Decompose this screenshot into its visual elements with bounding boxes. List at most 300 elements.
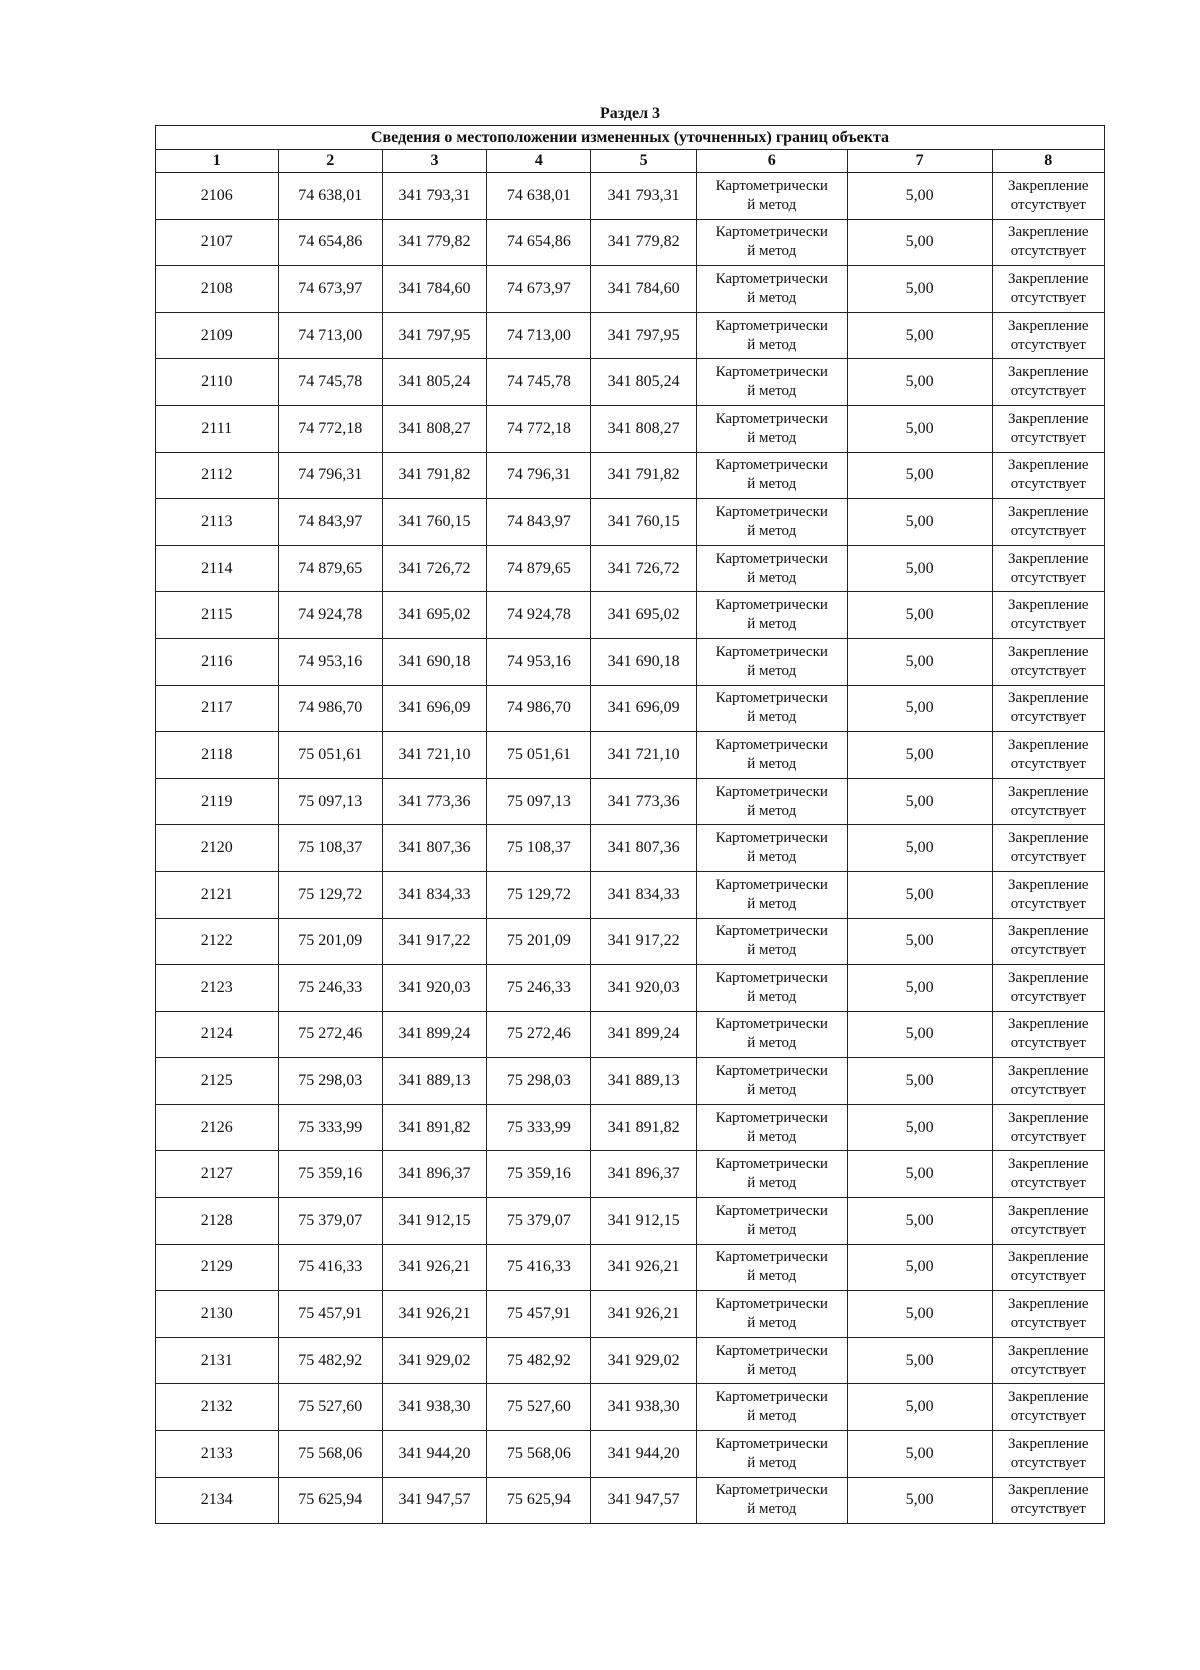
new-y-cell: 341 807,36 bbox=[591, 825, 696, 872]
existing-y-cell: 341 929,02 bbox=[382, 1337, 486, 1384]
marker-text-line: отсутствует bbox=[1010, 802, 1086, 819]
method-text-line: й метод bbox=[747, 1082, 797, 1099]
column-header: 8 bbox=[992, 150, 1104, 173]
point-number-cell: 2113 bbox=[156, 499, 279, 546]
point-number-cell: 2132 bbox=[156, 1384, 279, 1431]
accuracy-cell: 5,00 bbox=[847, 1337, 992, 1384]
point-number-cell: 2120 bbox=[156, 825, 279, 872]
marker-text-line: Закрепление bbox=[1008, 1016, 1089, 1033]
point-number-cell: 2114 bbox=[156, 545, 279, 592]
existing-y-cell: 341 690,18 bbox=[382, 638, 486, 685]
method-cell bbox=[696, 1291, 847, 1338]
column-header: 4 bbox=[487, 150, 591, 173]
existing-x-cell: 75 272,46 bbox=[278, 1011, 382, 1058]
new-x-cell: 74 986,70 bbox=[487, 685, 591, 732]
accuracy-cell: 5,00 bbox=[847, 1477, 992, 1524]
point-number-cell: 2123 bbox=[156, 965, 279, 1012]
method-text-line: Картометрически bbox=[715, 317, 828, 334]
accuracy-cell: 5,00 bbox=[847, 1291, 992, 1338]
section-title: Раздел 3 bbox=[599, 105, 661, 122]
marker-text-line: Закрепление bbox=[1008, 1202, 1089, 1219]
marker-text-line: отсутствует bbox=[1010, 709, 1086, 726]
existing-x-cell: 75 333,99 bbox=[278, 1104, 382, 1151]
marker-text-line: отсутствует bbox=[1010, 662, 1086, 679]
marker-description-cell bbox=[992, 1244, 1104, 1291]
table-row bbox=[156, 359, 1105, 406]
table-row bbox=[156, 1198, 1105, 1245]
accuracy-cell: 5,00 bbox=[847, 1244, 992, 1291]
method-cell bbox=[696, 266, 847, 313]
new-y-cell: 341 947,57 bbox=[591, 1477, 696, 1524]
marker-description-cell bbox=[992, 312, 1104, 359]
existing-y-cell: 341 926,21 bbox=[382, 1244, 486, 1291]
new-x-cell: 75 129,72 bbox=[487, 871, 591, 918]
existing-y-cell: 341 891,82 bbox=[382, 1104, 486, 1151]
method-text-line: й метод bbox=[747, 1175, 797, 1192]
new-y-cell: 341 784,60 bbox=[591, 266, 696, 313]
method-text-line: Картометрически bbox=[715, 1389, 828, 1406]
accuracy-cell: 5,00 bbox=[847, 965, 992, 1012]
table-row bbox=[156, 685, 1105, 732]
new-y-cell: 341 926,21 bbox=[591, 1291, 696, 1338]
accuracy-cell: 5,00 bbox=[847, 359, 992, 406]
new-x-cell: 75 298,03 bbox=[487, 1058, 591, 1105]
existing-y-cell: 341 920,03 bbox=[382, 965, 486, 1012]
new-x-cell: 74 924,78 bbox=[487, 592, 591, 639]
existing-y-cell: 341 760,15 bbox=[382, 499, 486, 546]
method-text-line: Картометрически bbox=[715, 690, 828, 707]
marker-description-cell bbox=[992, 685, 1104, 732]
method-text-line: й метод bbox=[747, 895, 797, 912]
existing-x-cell: 74 673,97 bbox=[278, 266, 382, 313]
method-cell bbox=[696, 918, 847, 965]
method-text-line: й метод bbox=[747, 243, 797, 260]
point-number-cell: 2134 bbox=[156, 1477, 279, 1524]
existing-x-cell: 74 843,97 bbox=[278, 499, 382, 546]
new-y-cell: 341 773,36 bbox=[591, 778, 696, 825]
method-text-line: Картометрически bbox=[715, 1156, 828, 1173]
new-y-cell: 341 917,22 bbox=[591, 918, 696, 965]
new-x-cell: 74 953,16 bbox=[487, 638, 591, 685]
marker-description-cell bbox=[992, 405, 1104, 452]
point-number-cell: 2122 bbox=[156, 918, 279, 965]
method-text-line: й метод bbox=[747, 802, 797, 819]
existing-y-cell: 341 947,57 bbox=[382, 1477, 486, 1524]
table-row bbox=[156, 965, 1105, 1012]
existing-x-cell: 74 638,01 bbox=[278, 173, 382, 220]
marker-text-line: отсутствует bbox=[1010, 616, 1086, 633]
marker-text-line: Закрепление bbox=[1008, 177, 1089, 194]
marker-text-line: отсутствует bbox=[1010, 988, 1086, 1005]
marker-text-line: Закрепление bbox=[1008, 1156, 1089, 1173]
method-text-line: Картометрически bbox=[715, 783, 828, 800]
method-text-line: й метод bbox=[747, 569, 797, 586]
new-y-cell: 341 808,27 bbox=[591, 405, 696, 452]
point-number-cell: 2129 bbox=[156, 1244, 279, 1291]
method-cell bbox=[696, 499, 847, 546]
point-number-cell: 2130 bbox=[156, 1291, 279, 1338]
accuracy-cell: 5,00 bbox=[847, 219, 992, 266]
method-text-line: Картометрически bbox=[715, 364, 828, 381]
new-y-cell: 341 695,02 bbox=[591, 592, 696, 639]
marker-text-line: Закрепление bbox=[1008, 317, 1089, 334]
accuracy-cell: 5,00 bbox=[847, 1431, 992, 1478]
accuracy-cell: 5,00 bbox=[847, 592, 992, 639]
method-text-line: й метод bbox=[747, 662, 797, 679]
method-text-line: й метод bbox=[747, 709, 797, 726]
marker-description-cell bbox=[992, 1291, 1104, 1338]
table-row bbox=[156, 918, 1105, 965]
new-y-cell: 341 938,30 bbox=[591, 1384, 696, 1431]
existing-x-cell: 75 108,37 bbox=[278, 825, 382, 872]
new-x-cell: 75 457,91 bbox=[487, 1291, 591, 1338]
accuracy-cell: 5,00 bbox=[847, 685, 992, 732]
marker-text-line: Закрепление bbox=[1008, 876, 1089, 893]
point-number-cell: 2117 bbox=[156, 685, 279, 732]
method-cell bbox=[696, 592, 847, 639]
existing-x-cell: 75 482,92 bbox=[278, 1337, 382, 1384]
method-cell bbox=[696, 778, 847, 825]
existing-y-cell: 341 899,24 bbox=[382, 1011, 486, 1058]
marker-description-cell bbox=[992, 871, 1104, 918]
point-number-cell: 2133 bbox=[156, 1431, 279, 1478]
new-x-cell: 74 879,65 bbox=[487, 545, 591, 592]
method-cell bbox=[696, 452, 847, 499]
method-text-line: Картометрически bbox=[715, 1296, 828, 1313]
existing-x-cell: 74 713,00 bbox=[278, 312, 382, 359]
accuracy-cell: 5,00 bbox=[847, 918, 992, 965]
table-row bbox=[156, 1337, 1105, 1384]
table-row bbox=[156, 732, 1105, 779]
method-cell bbox=[696, 1384, 847, 1431]
method-text-line: Картометрически bbox=[715, 736, 828, 753]
existing-x-cell: 75 527,60 bbox=[278, 1384, 382, 1431]
method-cell bbox=[696, 219, 847, 266]
table-row bbox=[156, 1104, 1105, 1151]
marker-description-cell bbox=[992, 499, 1104, 546]
point-number-cell: 2109 bbox=[156, 312, 279, 359]
table-row bbox=[156, 1291, 1105, 1338]
existing-y-cell: 341 944,20 bbox=[382, 1431, 486, 1478]
new-y-cell: 341 726,72 bbox=[591, 545, 696, 592]
new-x-cell: 74 796,31 bbox=[487, 452, 591, 499]
accuracy-cell: 5,00 bbox=[847, 825, 992, 872]
new-x-cell: 75 333,99 bbox=[487, 1104, 591, 1151]
method-text-line: й метод bbox=[747, 1408, 797, 1425]
marker-text-line: отсутствует bbox=[1010, 196, 1086, 213]
marker-description-cell bbox=[992, 732, 1104, 779]
marker-text-line: Закрепление bbox=[1008, 1435, 1089, 1452]
marker-text-line: отсутствует bbox=[1010, 1221, 1086, 1238]
new-y-cell: 341 805,24 bbox=[591, 359, 696, 406]
method-text-line: й метод bbox=[747, 1128, 797, 1145]
point-number-cell: 2127 bbox=[156, 1151, 279, 1198]
existing-y-cell: 341 721,10 bbox=[382, 732, 486, 779]
new-x-cell: 75 568,06 bbox=[487, 1431, 591, 1478]
marker-text-line: отсутствует bbox=[1010, 1408, 1086, 1425]
point-number-cell: 2121 bbox=[156, 871, 279, 918]
method-text-line: Картометрически bbox=[715, 177, 828, 194]
method-cell bbox=[696, 173, 847, 220]
marker-text-line: отсутствует bbox=[1010, 849, 1086, 866]
method-text-line: й метод bbox=[747, 336, 797, 353]
marker-text-line: Закрепление bbox=[1008, 690, 1089, 707]
new-x-cell: 74 673,97 bbox=[487, 266, 591, 313]
new-x-cell: 74 745,78 bbox=[487, 359, 591, 406]
new-x-cell: 75 246,33 bbox=[487, 965, 591, 1012]
column-header: 2 bbox=[278, 150, 382, 173]
new-x-cell: 75 527,60 bbox=[487, 1384, 591, 1431]
marker-description-cell bbox=[992, 266, 1104, 313]
method-text-line: й метод bbox=[747, 988, 797, 1005]
new-x-cell: 75 359,16 bbox=[487, 1151, 591, 1198]
marker-text-line: отсутствует bbox=[1010, 942, 1086, 959]
marker-description-cell bbox=[992, 173, 1104, 220]
method-text-line: Картометрически bbox=[715, 1202, 828, 1219]
new-y-cell: 341 899,24 bbox=[591, 1011, 696, 1058]
method-cell bbox=[696, 312, 847, 359]
existing-x-cell: 74 654,86 bbox=[278, 219, 382, 266]
table-row bbox=[156, 778, 1105, 825]
method-text-line: Картометрически bbox=[715, 503, 828, 520]
marker-text-line: Закрепление bbox=[1008, 597, 1089, 614]
existing-y-cell: 341 793,31 bbox=[382, 173, 486, 220]
accuracy-cell: 5,00 bbox=[847, 312, 992, 359]
new-y-cell: 341 896,37 bbox=[591, 1151, 696, 1198]
new-y-cell: 341 779,82 bbox=[591, 219, 696, 266]
marker-description-cell bbox=[992, 1384, 1104, 1431]
method-text-line: Картометрически bbox=[715, 1342, 828, 1359]
table-row bbox=[156, 638, 1105, 685]
marker-text-line: Закрепление bbox=[1008, 1296, 1089, 1313]
point-number-cell: 2125 bbox=[156, 1058, 279, 1105]
existing-y-cell: 341 889,13 bbox=[382, 1058, 486, 1105]
method-text-line: Картометрически bbox=[715, 457, 828, 474]
new-x-cell: 74 843,97 bbox=[487, 499, 591, 546]
table-row bbox=[156, 1011, 1105, 1058]
existing-y-cell: 341 784,60 bbox=[382, 266, 486, 313]
new-x-cell: 75 051,61 bbox=[487, 732, 591, 779]
marker-description-cell bbox=[992, 1058, 1104, 1105]
new-y-cell: 341 891,82 bbox=[591, 1104, 696, 1151]
table-row bbox=[156, 173, 1105, 220]
existing-y-cell: 341 791,82 bbox=[382, 452, 486, 499]
method-cell bbox=[696, 871, 847, 918]
accuracy-cell: 5,00 bbox=[847, 1104, 992, 1151]
table-row bbox=[156, 499, 1105, 546]
table-row bbox=[156, 219, 1105, 266]
marker-text-line: отсутствует bbox=[1010, 1082, 1086, 1099]
new-x-cell: 74 772,18 bbox=[487, 405, 591, 452]
method-text-line: й метод bbox=[747, 476, 797, 493]
accuracy-cell: 5,00 bbox=[847, 871, 992, 918]
marker-text-line: Закрепление bbox=[1008, 364, 1089, 381]
method-cell bbox=[696, 732, 847, 779]
existing-x-cell: 75 298,03 bbox=[278, 1058, 382, 1105]
new-x-cell: 75 482,92 bbox=[487, 1337, 591, 1384]
method-cell bbox=[696, 545, 847, 592]
method-cell bbox=[696, 685, 847, 732]
method-text-line: й метод bbox=[747, 1221, 797, 1238]
existing-x-cell: 75 246,33 bbox=[278, 965, 382, 1012]
table-row bbox=[156, 1058, 1105, 1105]
existing-y-cell: 341 797,95 bbox=[382, 312, 486, 359]
marker-text-line: отсутствует bbox=[1010, 569, 1086, 586]
column-header: 3 bbox=[382, 150, 486, 173]
existing-x-cell: 74 953,16 bbox=[278, 638, 382, 685]
new-y-cell: 341 791,82 bbox=[591, 452, 696, 499]
new-y-cell: 341 912,15 bbox=[591, 1198, 696, 1245]
existing-x-cell: 74 879,65 bbox=[278, 545, 382, 592]
method-cell bbox=[696, 1244, 847, 1291]
new-x-cell: 75 108,37 bbox=[487, 825, 591, 872]
new-y-cell: 341 926,21 bbox=[591, 1244, 696, 1291]
marker-text-line: отсутствует bbox=[1010, 1268, 1086, 1285]
table-row bbox=[156, 592, 1105, 639]
point-number-cell: 2112 bbox=[156, 452, 279, 499]
new-x-cell: 74 654,86 bbox=[487, 219, 591, 266]
marker-description-cell bbox=[992, 592, 1104, 639]
method-text-line: Картометрически bbox=[715, 1063, 828, 1080]
existing-y-cell: 341 938,30 bbox=[382, 1384, 486, 1431]
existing-y-cell: 341 912,15 bbox=[382, 1198, 486, 1245]
marker-text-line: Закрепление bbox=[1008, 969, 1089, 986]
existing-y-cell: 341 808,27 bbox=[382, 405, 486, 452]
marker-text-line: Закрепление bbox=[1008, 736, 1089, 753]
method-text-line: й метод bbox=[747, 429, 797, 446]
marker-description-cell bbox=[992, 219, 1104, 266]
table-row bbox=[156, 405, 1105, 452]
method-cell bbox=[696, 405, 847, 452]
accuracy-cell: 5,00 bbox=[847, 173, 992, 220]
point-number-cell: 2108 bbox=[156, 266, 279, 313]
marker-text-line: Закрепление bbox=[1008, 1389, 1089, 1406]
method-text-line: Картометрически bbox=[715, 1482, 828, 1499]
marker-text-line: Закрепление bbox=[1008, 224, 1089, 241]
point-number-cell: 2126 bbox=[156, 1104, 279, 1151]
existing-x-cell: 75 201,09 bbox=[278, 918, 382, 965]
existing-x-cell: 74 986,70 bbox=[278, 685, 382, 732]
new-y-cell: 341 834,33 bbox=[591, 871, 696, 918]
accuracy-cell: 5,00 bbox=[847, 638, 992, 685]
existing-x-cell: 74 772,18 bbox=[278, 405, 382, 452]
accuracy-cell: 5,00 bbox=[847, 452, 992, 499]
marker-text-line: Закрепление bbox=[1008, 270, 1089, 287]
marker-text-line: отсутствует bbox=[1010, 429, 1086, 446]
marker-description-cell bbox=[992, 545, 1104, 592]
marker-description-cell bbox=[992, 1104, 1104, 1151]
new-y-cell: 341 797,95 bbox=[591, 312, 696, 359]
table-row bbox=[156, 1244, 1105, 1291]
marker-text-line: отсутствует bbox=[1010, 1454, 1086, 1471]
marker-text-line: Закрепление bbox=[1008, 643, 1089, 660]
marker-text-line: Закрепление bbox=[1008, 550, 1089, 567]
new-x-cell: 74 713,00 bbox=[487, 312, 591, 359]
method-text-line: й метод bbox=[747, 616, 797, 633]
existing-x-cell: 75 097,13 bbox=[278, 778, 382, 825]
existing-x-cell: 75 416,33 bbox=[278, 1244, 382, 1291]
marker-description-cell bbox=[992, 1011, 1104, 1058]
existing-x-cell: 74 796,31 bbox=[278, 452, 382, 499]
method-text-line: й метод bbox=[747, 1361, 797, 1378]
table-caption-row bbox=[156, 126, 1105, 150]
marker-text-line: отсутствует bbox=[1010, 522, 1086, 539]
existing-y-cell: 341 917,22 bbox=[382, 918, 486, 965]
marker-text-line: отсутствует bbox=[1010, 1175, 1086, 1192]
accuracy-cell: 5,00 bbox=[847, 266, 992, 313]
existing-x-cell: 75 457,91 bbox=[278, 1291, 382, 1338]
marker-description-cell bbox=[992, 825, 1104, 872]
marker-text-line: Закрепление bbox=[1008, 410, 1089, 427]
existing-x-cell: 75 129,72 bbox=[278, 871, 382, 918]
marker-description-cell bbox=[992, 778, 1104, 825]
existing-y-cell: 341 926,21 bbox=[382, 1291, 486, 1338]
point-number-cell: 2106 bbox=[156, 173, 279, 220]
method-cell bbox=[696, 1477, 847, 1524]
existing-x-cell: 75 568,06 bbox=[278, 1431, 382, 1478]
existing-y-cell: 341 807,36 bbox=[382, 825, 486, 872]
method-text-line: й метод bbox=[747, 755, 797, 772]
marker-description-cell bbox=[992, 918, 1104, 965]
new-x-cell: 75 625,94 bbox=[487, 1477, 591, 1524]
new-y-cell: 341 696,09 bbox=[591, 685, 696, 732]
marker-text-line: Закрепление bbox=[1008, 1249, 1089, 1266]
point-number-cell: 2107 bbox=[156, 219, 279, 266]
method-text-line: й метод bbox=[747, 289, 797, 306]
marker-text-line: отсутствует bbox=[1010, 289, 1086, 306]
new-y-cell: 341 760,15 bbox=[591, 499, 696, 546]
point-number-cell: 2115 bbox=[156, 592, 279, 639]
existing-x-cell: 74 745,78 bbox=[278, 359, 382, 406]
existing-y-cell: 341 834,33 bbox=[382, 871, 486, 918]
method-cell bbox=[696, 1011, 847, 1058]
accuracy-cell: 5,00 bbox=[847, 1151, 992, 1198]
method-text-line: Картометрически bbox=[715, 597, 828, 614]
method-text-line: й метод bbox=[747, 942, 797, 959]
point-number-cell: 2111 bbox=[156, 405, 279, 452]
new-y-cell: 341 690,18 bbox=[591, 638, 696, 685]
accuracy-cell: 5,00 bbox=[847, 732, 992, 779]
marker-text-line: отсутствует bbox=[1010, 895, 1086, 912]
accuracy-cell: 5,00 bbox=[847, 545, 992, 592]
method-text-line: Картометрически bbox=[715, 1249, 828, 1266]
new-y-cell: 341 929,02 bbox=[591, 1337, 696, 1384]
new-y-cell: 341 721,10 bbox=[591, 732, 696, 779]
marker-text-line: отсутствует bbox=[1010, 1315, 1086, 1332]
new-x-cell: 75 272,46 bbox=[487, 1011, 591, 1058]
method-text-line: Картометрически bbox=[715, 270, 828, 287]
method-text-line: Картометрически bbox=[715, 1016, 828, 1033]
marker-text-line: отсутствует bbox=[1010, 1128, 1086, 1145]
method-cell bbox=[696, 1198, 847, 1245]
method-text-line: Картометрически bbox=[715, 1109, 828, 1126]
boundary-coordinates-table bbox=[155, 125, 1105, 1524]
method-cell bbox=[696, 359, 847, 406]
table-row bbox=[156, 452, 1105, 499]
method-text-line: й метод bbox=[747, 1454, 797, 1471]
column-header: 7 bbox=[847, 150, 992, 173]
existing-x-cell: 75 625,94 bbox=[278, 1477, 382, 1524]
table-row bbox=[156, 1384, 1105, 1431]
existing-y-cell: 341 896,37 bbox=[382, 1151, 486, 1198]
method-cell bbox=[696, 1337, 847, 1384]
existing-x-cell: 75 379,07 bbox=[278, 1198, 382, 1245]
column-number-row bbox=[156, 150, 1105, 173]
marker-description-cell bbox=[992, 1337, 1104, 1384]
column-header: 1 bbox=[156, 150, 279, 173]
table-row bbox=[156, 1477, 1105, 1524]
table-row bbox=[156, 825, 1105, 872]
